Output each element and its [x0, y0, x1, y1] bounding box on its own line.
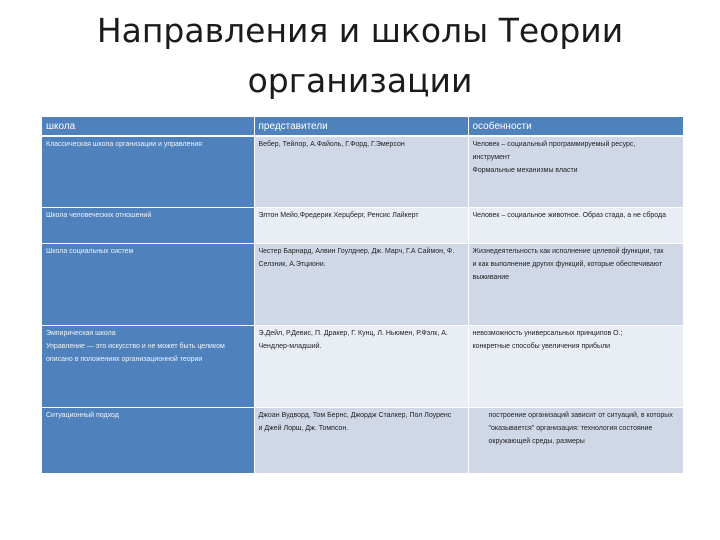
slide-title [60, 6, 660, 106]
cell-line: Школа человеческих отношений [46, 212, 152, 219]
representatives-cell [254, 408, 468, 474]
cell-line: Человек – социальное животное. Образ стада, а не сброда [472, 212, 666, 219]
cell-line: Формальные механизмы власти [472, 167, 578, 174]
representatives-cell [254, 208, 468, 244]
cell-line: окружающей среды, размеры [488, 438, 585, 445]
cell-line: и Джей Лорш, Дж. Томпсон. [258, 425, 349, 432]
cell-line: Э.Дейл, Р.Девис, П. Дракер, Г. Кунц, Л. Ньюмен, Р.Фэлк, А. [258, 330, 448, 337]
slide-title-line-1: Направления и школы Теории [96, 11, 624, 50]
cell-line: инструмент [472, 154, 510, 161]
representatives-cell [254, 244, 468, 326]
school-cell [42, 244, 254, 326]
cell-line: Управление — это искусство и не может быть целиком [46, 343, 225, 350]
cell-line: невозможность универсальных принципов О.; [472, 330, 623, 337]
representatives-cell [254, 326, 468, 408]
school-cell [42, 136, 254, 208]
features-cell [468, 208, 683, 244]
school-cell [42, 408, 254, 474]
cell-line: Вебер, Тейлор, А.Файоль, Г.Форд, Г.Эмерсон [258, 141, 405, 148]
cell-line: построение организаций зависит от ситуаций, в которых [488, 412, 673, 419]
table-header-row [42, 117, 683, 136]
slide-title-line-2: организации [247, 61, 473, 100]
column-header-school: школа [42, 117, 254, 136]
cell-line: Классическая школа организации и управления [46, 141, 203, 148]
table-row [42, 208, 683, 244]
cell-line: Школа социальных систем [46, 248, 134, 255]
cell-line: Селзник, А.Этциони. [258, 261, 326, 268]
school-cell [42, 208, 254, 244]
cell-line: Чендлер-младший. [258, 343, 322, 350]
cell-line: описано в положениях организационной теории [46, 356, 203, 363]
features-cell [468, 244, 683, 326]
features-cell [468, 326, 683, 408]
table-row [42, 408, 683, 474]
cell-line: конкретные способы увеличения прибыли [472, 343, 611, 350]
features-cell [468, 408, 683, 474]
cell-line: Честер Барнард, Алвин Гоулднер, Дж. Марч, Г.А Саймон, Ф. [258, 248, 455, 255]
table-row [42, 326, 683, 408]
schools-table [42, 117, 683, 474]
cell-line: Эмпирическая школа [46, 330, 116, 337]
cell-line: Ситуационный подход [46, 412, 119, 419]
cell-line: и как выполнение других функций, которые обеспечивают [472, 261, 663, 268]
table-row [42, 136, 683, 208]
cell-line: выживание [472, 274, 510, 281]
school-cell [42, 326, 254, 408]
cell-line: Элтон Мейо,Фредерик Херцберг, Ренсис Лайкерт [258, 212, 419, 219]
table-row [42, 244, 683, 326]
column-header-representatives: представители [254, 117, 468, 136]
cell-line: Человек – социальный программируемый ресурс, [472, 141, 636, 148]
representatives-cell [254, 136, 468, 208]
cell-line: "оказывается" организация: технология состояние [488, 425, 653, 432]
cell-line: Жизнедеятельность как исполнение целевой функции, так [472, 248, 664, 255]
features-cell [468, 136, 683, 208]
column-header-features: особенности [468, 117, 683, 136]
cell-line: Джоан Вудворд, Том Бернс, Джордж Сталкер, Пол Лоуренс [258, 412, 452, 419]
